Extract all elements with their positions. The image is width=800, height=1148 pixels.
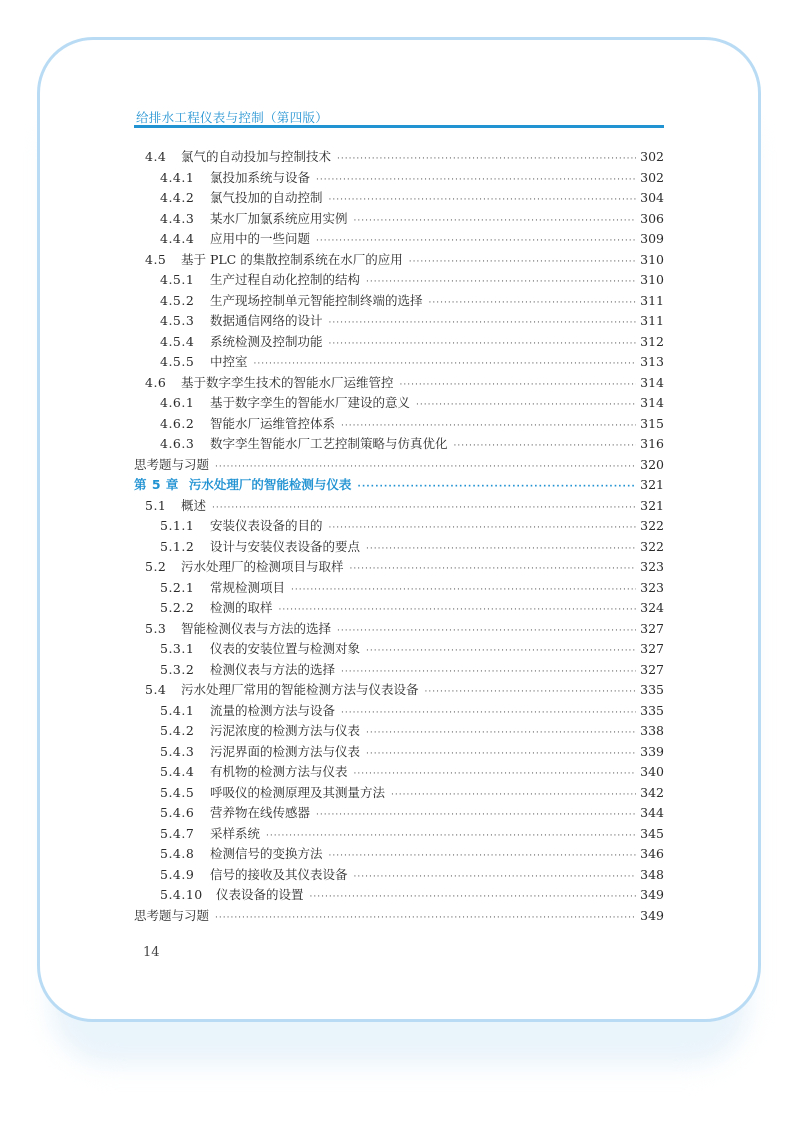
toc-entry-page: 312	[640, 333, 664, 349]
toc-entry-title: 污水处理厂的智能检测与仪表	[188, 477, 352, 492]
toc-entry-page: 342	[640, 784, 664, 800]
toc-entry[interactable]	[160, 229, 664, 249]
toc-entry-page: 324	[640, 600, 664, 615]
toc-entry-number: 4.5.1	[160, 272, 195, 287]
toc-entry-page: 348	[640, 866, 664, 882]
toc-entry-number: 4.4.3	[160, 210, 195, 226]
toc-entry-page: 314	[640, 395, 664, 410]
toc-entry-page: 327	[640, 641, 664, 656]
toc-entry-page: 338	[640, 723, 664, 738]
toc-entry-title: 常规检测项目	[210, 579, 286, 595]
toc-entry-page: 346	[640, 846, 664, 861]
toc-entry[interactable]	[134, 906, 664, 926]
toc-entry-page: 344	[640, 805, 664, 820]
toc-leader-dots	[341, 662, 636, 682]
toc-entry-page: 311	[640, 292, 664, 308]
toc-entry-title: 生产现场控制单元智能控制终端的选择	[210, 292, 423, 308]
toc-entry-number: 5.1.1	[160, 518, 195, 533]
toc-entry-page: 302	[640, 149, 664, 164]
toc-entry[interactable]	[160, 721, 664, 741]
toc-entry-number: 4.5.4	[160, 333, 195, 349]
toc-entry-title: 有机物的检测方法与仪表	[210, 764, 348, 779]
toc-entry-title: 污泥浓度的检测方法与仪表	[210, 723, 361, 738]
toc-leader-dots	[354, 211, 636, 231]
toc-entry-number: 5.2	[145, 559, 167, 574]
toc-entry-title: 仪表设备的设置	[216, 887, 304, 902]
toc-leader-dots	[316, 231, 636, 251]
toc-entry-title: 仪表的安装位置与检测对象	[210, 641, 361, 656]
toc-entry-page: 349	[640, 887, 664, 902]
toc-leader-dots	[316, 805, 636, 825]
toc-entry-number: 5.4.2	[160, 723, 195, 738]
toc-leader-dots	[310, 887, 636, 907]
toc-entry[interactable]	[145, 250, 664, 270]
toc-entry[interactable]	[160, 762, 664, 782]
toc-leader-dots	[366, 641, 636, 661]
toc-entry[interactable]	[145, 147, 664, 167]
toc-entry[interactable]	[160, 885, 664, 905]
toc-entry[interactable]	[160, 701, 664, 721]
toc-entry-page: 327	[640, 620, 664, 636]
toc-entry-title: 概述	[181, 497, 207, 513]
toc-leader-dots	[266, 826, 636, 846]
toc-entry-number: 4.4.1	[160, 169, 195, 185]
header-rule	[134, 125, 664, 128]
toc-entry[interactable]	[160, 311, 664, 331]
toc-leader-dots	[429, 293, 636, 313]
toc-entry[interactable]	[160, 578, 664, 598]
toc-entry[interactable]	[160, 865, 664, 885]
toc-entry-title: 检测信号的变换方法	[210, 846, 323, 861]
toc-entry-title: 污水处理厂的检测项目与取样	[181, 559, 344, 574]
toc-entry-title: 数据通信网络的设计	[210, 313, 323, 328]
toc-entry-number: 5.4.1	[160, 702, 195, 718]
toc-entry-number: 4.5.5	[160, 354, 195, 369]
toc-entry-page: 310	[640, 272, 664, 287]
toc-entry[interactable]	[145, 680, 664, 700]
toc-entry-number: 4.6.3	[160, 436, 195, 451]
toc-entry[interactable]	[160, 352, 664, 372]
toc-entry-title: 营养物在线传感器	[210, 805, 311, 820]
toc-entry-title: 流量的检测方法与设备	[210, 702, 336, 718]
toc-entry-title: 安装仪表设备的目的	[210, 518, 323, 533]
toc-leader-dots	[341, 703, 636, 723]
toc-entry-number: 5.4.7	[160, 825, 195, 841]
toc-entry[interactable]	[160, 783, 664, 803]
toc-leader-dots	[329, 846, 636, 866]
toc-leader-dots	[337, 621, 636, 641]
toc-entry-title: 智能水厂运维管控体系	[210, 415, 336, 431]
toc-leader-dots	[329, 334, 636, 354]
toc-entry-number: 5.3.2	[160, 661, 195, 677]
toc-entry[interactable]	[160, 168, 664, 188]
toc-entry-number: 5.2.1	[160, 579, 195, 595]
toc-entry-number: 5.3	[145, 620, 167, 636]
toc-entry-title: 检测的取样	[210, 600, 273, 615]
toc-entry[interactable]	[160, 660, 664, 680]
toc-entry-number: 5.4.5	[160, 784, 195, 800]
toc-entry[interactable]	[145, 373, 664, 393]
toc-entry[interactable]	[160, 188, 664, 208]
toc-entry-number: 5.4.4	[160, 764, 195, 779]
toc-entry-page: 313	[640, 354, 664, 369]
toc-leader-dots	[329, 313, 636, 333]
toc-entry-title: 中控室	[210, 354, 248, 369]
toc-entry-page: 345	[640, 825, 664, 841]
toc-entry-number: 5.4.3	[160, 743, 195, 759]
toc-entry-title: 采样系统	[210, 825, 261, 841]
toc-leader-dots	[212, 498, 636, 518]
toc-entry-number: 4.5.2	[160, 292, 195, 308]
book-title: 给排水工程仪表与控制（第四版）	[136, 110, 329, 125]
toc-leader-dots	[291, 580, 636, 600]
toc-entry-page: 306	[640, 210, 664, 226]
toc-leader-dots	[337, 149, 636, 169]
toc-entry-number: 5.1.2	[160, 538, 195, 554]
toc-entry[interactable]	[160, 537, 664, 557]
toc-entry-title: 氯投加系统与设备	[210, 169, 311, 185]
toc-entry-number: 4.4.4	[160, 231, 195, 246]
toc-entry-page: 311	[640, 313, 664, 328]
toc-entry-page: 316	[640, 436, 664, 451]
toc-entry-title: 污泥界面的检测方法与仪表	[210, 743, 361, 759]
toc-entry-number: 4.4	[145, 149, 167, 164]
toc-entry[interactable]	[160, 844, 664, 864]
toc-leader-dots	[366, 272, 636, 292]
toc-entry[interactable]	[160, 291, 664, 311]
toc-leader-dots	[279, 600, 636, 620]
toc-entry[interactable]	[160, 209, 664, 229]
toc-entry-page: 335	[640, 682, 664, 697]
toc-entry-title: 氯气投加的自动控制	[210, 190, 323, 205]
toc-entry-page: 339	[640, 743, 664, 759]
toc-entry[interactable]	[160, 414, 664, 434]
toc-entry-page: 321	[640, 477, 664, 492]
toc-entry[interactable]	[160, 824, 664, 844]
toc-entry-title: 基于 PLC 的集散控制系统在水厂的应用	[181, 251, 403, 267]
toc-leader-dots	[416, 395, 636, 415]
toc-leader-dots	[350, 559, 636, 579]
toc-entry-page: 335	[640, 702, 664, 718]
toc-entry[interactable]	[160, 598, 664, 618]
toc-entry-page: 323	[640, 579, 664, 595]
toc-entry[interactable]	[145, 496, 664, 516]
toc-entry[interactable]	[160, 639, 664, 659]
toc-entry-number: 5.4.6	[160, 805, 195, 820]
toc-entry-number: 5.1	[145, 497, 167, 513]
toc-leader-dots	[354, 867, 636, 887]
toc-leader-dots	[409, 252, 636, 272]
toc-entry-number: 第 5 章	[134, 477, 179, 492]
toc-entry[interactable]	[160, 742, 664, 762]
toc-entry-number: 4.6.2	[160, 415, 195, 431]
toc-entry-title: 信号的接收及其仪表设备	[210, 866, 348, 882]
toc-leader-dots	[366, 723, 636, 743]
toc-leader-dots	[215, 908, 636, 928]
toc-entry-number: 4.5	[145, 251, 167, 267]
toc-entry[interactable]	[160, 434, 664, 454]
toc-entry-page: 349	[640, 907, 664, 923]
toc-leader-dots	[454, 436, 636, 456]
toc-entry-page: 315	[640, 415, 664, 431]
toc-entry[interactable]	[160, 516, 664, 536]
toc-entry-number: 5.2.2	[160, 600, 195, 615]
toc-leader-dots	[357, 477, 636, 497]
toc-entry-page: 340	[640, 764, 664, 779]
toc-entry-title: 呼吸仪的检测原理及其测量方法	[210, 784, 386, 800]
toc-leader-dots	[366, 539, 636, 559]
toc-leader-dots	[391, 785, 636, 805]
toc-entry-page: 320	[640, 456, 664, 472]
toc-entry-page: 310	[640, 251, 664, 267]
running-header	[134, 108, 664, 130]
toc-entry-title: 系统检测及控制功能	[210, 333, 323, 349]
toc-entry-page: 323	[640, 559, 664, 574]
toc-entry-title: 污水处理厂常用的智能检测方法与仪表设备	[181, 682, 419, 697]
toc-entry-page: 314	[640, 374, 664, 390]
toc-entry-title: 检测仪表与方法的选择	[210, 661, 336, 677]
toc-entry[interactable]	[145, 619, 664, 639]
toc-entry-number: 4.5.3	[160, 313, 195, 328]
toc-entry[interactable]	[160, 270, 664, 290]
toc-entry-number: 5.4.8	[160, 846, 195, 861]
toc-entry-title: 设计与安装仪表设备的要点	[210, 538, 361, 554]
toc-leader-dots	[215, 457, 636, 477]
toc-leader-dots	[329, 518, 636, 538]
toc-chapter-entry[interactable]	[134, 475, 664, 495]
toc-leader-dots	[329, 190, 636, 210]
toc-entry[interactable]	[160, 803, 664, 823]
toc-leader-dots	[316, 170, 636, 190]
toc-entry-page: 302	[640, 169, 664, 185]
toc-entry-title: 某水厂加氯系统应用实例	[210, 210, 348, 226]
toc-entry-title: 应用中的一些问题	[210, 231, 311, 246]
toc-leader-dots	[354, 764, 636, 784]
toc-entry-page: 322	[640, 518, 664, 533]
toc-entry-number: 5.3.1	[160, 641, 195, 656]
toc-entry-number: 5.4.9	[160, 866, 195, 882]
toc-leader-dots	[254, 354, 636, 374]
toc-entry-number: 5.4.10	[160, 887, 203, 902]
toc-entry-number: 4.6.1	[160, 395, 195, 410]
page-number: 14	[143, 945, 160, 960]
toc-entry-title: 基于数字孪生的智能水厂建设的意义	[210, 395, 411, 410]
toc-entry-title: 氯气的自动投加与控制技术	[181, 149, 332, 164]
toc-entry-page: 327	[640, 661, 664, 677]
toc-entry-page: 304	[640, 190, 664, 205]
toc-entry-title: 基于数字孪生技术的智能水厂运维管控	[181, 374, 394, 390]
toc-entry-number: 4.4.2	[160, 190, 195, 205]
toc-entry-number: 4.6	[145, 374, 167, 390]
toc-leader-dots	[366, 744, 636, 764]
toc-entry[interactable]	[134, 455, 664, 475]
toc-entry-title: 数字孪生智能水厂工艺控制策略与仿真优化	[210, 436, 448, 451]
toc-entry-title: 智能检测仪表与方法的选择	[181, 620, 332, 636]
toc-entry[interactable]	[160, 332, 664, 352]
toc-entry-page: 322	[640, 538, 664, 554]
toc-leader-dots	[425, 682, 636, 702]
toc-entry[interactable]	[160, 393, 664, 413]
toc-entry[interactable]	[145, 557, 664, 577]
toc-entry-title: 思考题与习题	[134, 456, 210, 472]
toc-entry-title: 生产过程自动化控制的结构	[210, 272, 361, 287]
toc-entry-title: 思考题与习题	[134, 907, 210, 923]
toc-leader-dots	[400, 375, 636, 395]
toc-leader-dots	[341, 416, 636, 436]
toc-entry-page: 321	[640, 497, 664, 513]
toc-entry-page: 309	[640, 231, 664, 246]
toc-entry-number: 5.4	[145, 682, 167, 697]
